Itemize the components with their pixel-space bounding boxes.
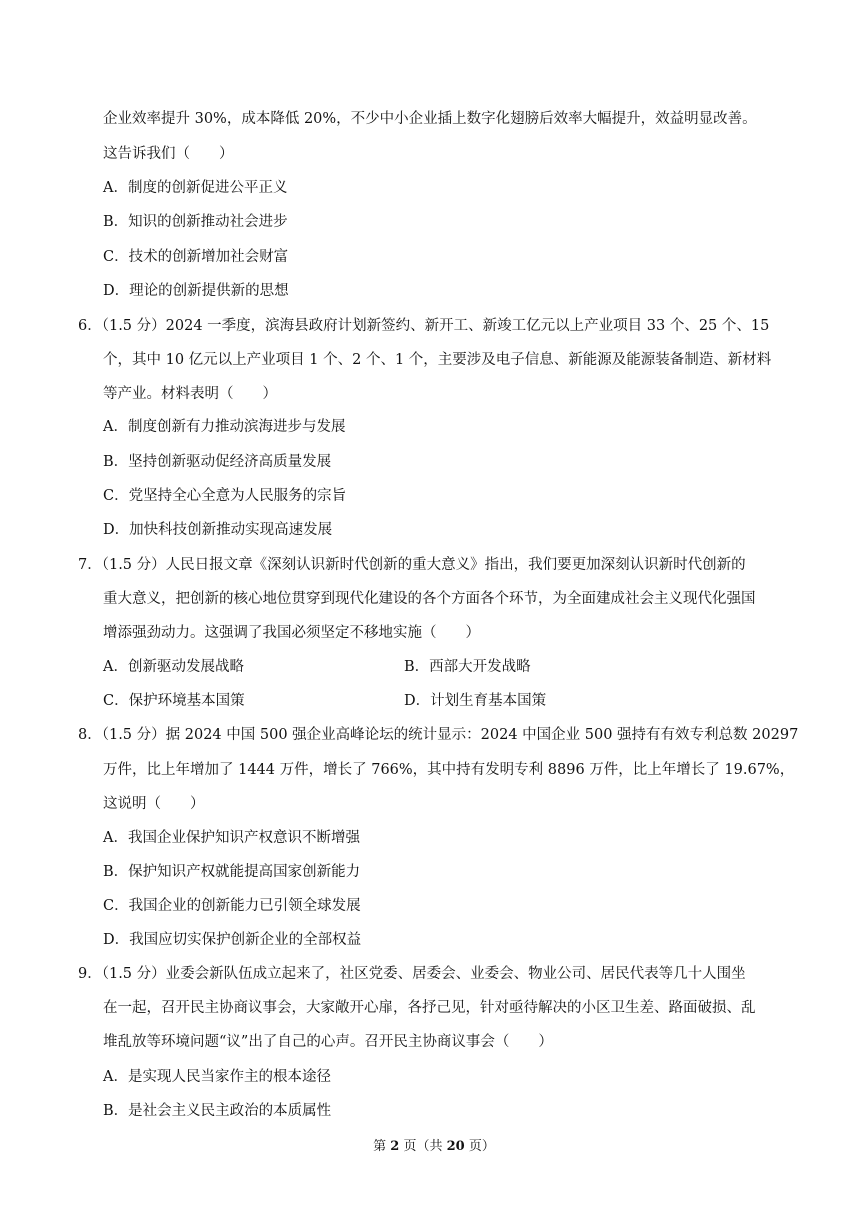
q6-option-b: B．坚持创新驱动促经济高质量发展 bbox=[103, 454, 332, 470]
q7-stem-line-1: 7．（1.5 分）人民日报文章《深刻认识新时代创新的重大意义》指出，我们要更加深刻认识新时代创新的 bbox=[78, 557, 746, 573]
q6-option-a: A．制度创新有力推动滨海进步与发展 bbox=[103, 419, 346, 435]
q6-stem-line-1: 6．（1.5 分）2024 一季度，滨海县政府计划新签约、新开工、新竣工亿元以上产业项目 33 个、25 个、15 bbox=[78, 318, 770, 334]
q5-option-d: D．理论的创新提供新的思想 bbox=[103, 283, 289, 299]
q8-stem-line-2: 万件，比上年增加了 1444 万件，增长了 766%，其中持有发明专利 8896 万件，比上年增长了 19.67%， bbox=[103, 762, 795, 778]
q9-option-a: A．是实现人民当家作主的根本途径 bbox=[103, 1069, 331, 1085]
q7-option-b: B．西部大开发战略 bbox=[404, 659, 531, 675]
q8-stem-line-1: 8．（1.5 分）据 2024 中国 500 强企业高峰论坛的统计显示：2024 中国企业 500 强持有有效专利总数 20297 bbox=[78, 727, 799, 743]
q8-option-c: C．我国企业的创新能力已引领全球发展 bbox=[103, 898, 361, 914]
q8-option-a: A．我国企业保护知识产权意识不断增强 bbox=[103, 830, 360, 846]
q5-option-c: C．技术的创新增加社会财富 bbox=[103, 249, 289, 265]
footer-suffix: 页） bbox=[464, 1139, 495, 1154]
q5-stem-line-2: 这告诉我们（ ） bbox=[103, 146, 234, 162]
q6-option-d: D．加快科技创新推动实现高速发展 bbox=[103, 522, 333, 538]
q5-stem-line-1: 企业效率提升 30%，成本降低 20%，不少中小企业插上数字化翅膀后效率大幅提升，效益明显改善。 bbox=[103, 111, 757, 127]
q8-option-d: D．我国应切实保护创新企业的全部权益 bbox=[103, 932, 362, 948]
q7-stem-line-2: 重大意义，把创新的核心地位贯穿到现代化建设的各个方面各个环节，为全面建成社会主义现代化强国 bbox=[103, 591, 756, 607]
q6-stem-line-3: 等产业。材料表明（ ） bbox=[103, 386, 277, 402]
q7-option-d: D．计划生育基本国策 bbox=[404, 693, 547, 709]
q7-option-c: C．保护环境基本国策 bbox=[103, 693, 245, 709]
q5-option-a: A．制度的创新促进公平正义 bbox=[103, 180, 288, 196]
q7-stem-line-3: 增添强劲动力。这强调了我国必须坚定不移地实施（ ） bbox=[103, 625, 480, 641]
footer-prefix: 第 bbox=[373, 1139, 391, 1154]
footer-middle: 页（共 bbox=[399, 1139, 447, 1154]
q9-stem-line-3: 堆乱放等环境问题“议”出了自己的心声。召开民主协商议事会（ ） bbox=[103, 1034, 553, 1050]
q9-stem-line-1: 9．（1.5 分）业委会新队伍成立起来了，社区党委、居委会、业委会、物业公司、居民代表等几十人围坐 bbox=[78, 966, 746, 982]
q6-stem-line-2: 个，其中 10 亿元以上产业项目 1 个、2 个、1 个，主要涉及电子信息、新能源及能源装备制造、新材料 bbox=[103, 352, 772, 368]
q8-stem-line-3: 这说明（ ） bbox=[103, 796, 205, 812]
current-page-number: 2 bbox=[390, 1139, 400, 1154]
total-page-count: 20 bbox=[446, 1139, 465, 1154]
q9-option-b: B．是社会主义民主政治的本质属性 bbox=[103, 1103, 332, 1119]
q5-option-b: B．知识的创新推动社会进步 bbox=[103, 214, 288, 230]
q7-option-a: A．创新驱动发展战略 bbox=[103, 659, 244, 675]
q8-option-b: B．保护知识产权就能提高国家创新能力 bbox=[103, 864, 361, 880]
page-footer bbox=[0, 1138, 868, 1156]
q9-stem-line-2: 在一起，召开民主协商议事会，大家敞开心扉，各抒己见，针对亟待解决的小区卫生差、路面破损、乱 bbox=[103, 1000, 756, 1016]
q6-option-c: C．党坚持全心全意为人民服务的宗旨 bbox=[103, 488, 347, 504]
